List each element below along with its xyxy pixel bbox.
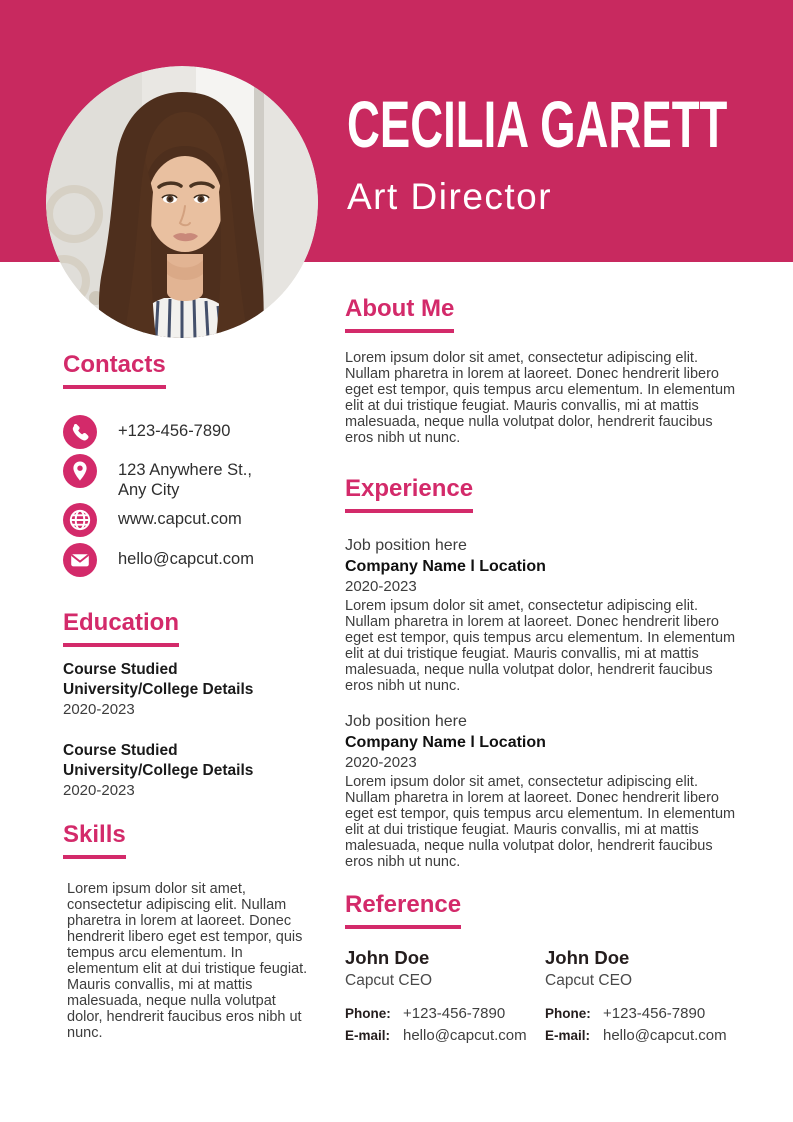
contact-line: 123 Anywhere St., bbox=[118, 460, 252, 479]
reference-contacts bbox=[545, 1005, 745, 1045]
globe-icon bbox=[63, 503, 97, 537]
person-name: CECILIA GARETT bbox=[347, 87, 728, 161]
phone-label: Phone: bbox=[345, 1005, 391, 1021]
reference-section bbox=[345, 892, 745, 1045]
experience-years: 2020-2023 bbox=[345, 577, 417, 595]
education-years: 2020-2023 bbox=[63, 700, 135, 718]
reference-name: John Doe bbox=[345, 946, 430, 968]
experience-position: Job position here bbox=[345, 712, 467, 730]
experience-section bbox=[345, 476, 745, 870]
contact-line: www.capcut.com bbox=[118, 509, 242, 528]
education-heading: Education bbox=[63, 610, 179, 647]
email-value: hello@capcut.com bbox=[403, 1026, 527, 1044]
reference-role: Capcut CEO bbox=[345, 971, 433, 989]
education-section bbox=[63, 610, 313, 800]
experience-heading: Experience bbox=[345, 476, 473, 513]
reference-entry bbox=[345, 947, 545, 1045]
contact-row-website bbox=[63, 503, 313, 541]
contact-line: +123-456-7890 bbox=[118, 421, 231, 440]
about-text: Lorem ipsum dolor sit amet, consectetur adipiscing elit. Nullam pharetra in lorem at laoreet. Donec hendrerit libero eget est tempor, quis tempus arcu elementum. In elementum elit at dui tristique feugiat. Mauris convallis, mi at mattis malesuada, neque nulla volutpat dolor, hendrerit faucibus eros nibh ut nunc. bbox=[345, 349, 736, 446]
contact-line: hello@capcut.com bbox=[118, 549, 254, 568]
education-entry bbox=[63, 741, 313, 800]
contacts-heading: Contacts bbox=[63, 352, 166, 389]
contact-text bbox=[118, 543, 254, 569]
reference-email-line bbox=[345, 1027, 545, 1045]
reference-phone-line bbox=[345, 1005, 545, 1023]
phone-icon bbox=[63, 415, 97, 449]
main-column bbox=[345, 296, 745, 1045]
email-icon bbox=[63, 543, 97, 577]
portrait-illustration bbox=[46, 66, 318, 338]
skills-text: Lorem ipsum dolor sit amet, consectetur adipiscing elit. Nullam pharetra in lorem at laoreet. Donec hendrerit libero eget est tempor, quis tempus arcu elementum. In elementum elit at dui tristique feugiat. Mauris convallis, mi at mattis malesuada, neque nulla volutpat dolor, hendrerit faucibus eros nibh ut nunc. bbox=[67, 880, 308, 1041]
education-years: 2020-2023 bbox=[63, 781, 135, 799]
contact-row-email bbox=[63, 543, 313, 580]
experience-position: Job position here bbox=[345, 536, 467, 554]
reference-phone-line bbox=[545, 1005, 745, 1023]
education-school: University/College Details bbox=[63, 761, 254, 779]
experience-description: Lorem ipsum dolor sit amet, consectetur adipiscing elit. Nullam pharetra in lorem at laoreet. Donec hendrerit libero eget est tempor, quis tempus arcu elementum. In elementum elit at dui tristique feugiat. Mauris convallis, mi at mattis malesuada, neque nulla volutpat dolor, hendrerit faucibus eros nibh ut nunc. bbox=[345, 597, 736, 694]
email-value: hello@capcut.com bbox=[603, 1026, 727, 1044]
contact-text bbox=[118, 415, 230, 441]
phone-label: Phone: bbox=[545, 1005, 591, 1021]
reference-role: Capcut CEO bbox=[545, 971, 633, 989]
phone-value: +123-456-7890 bbox=[603, 1004, 706, 1022]
contact-row-address bbox=[63, 454, 313, 501]
person-title: Art Director bbox=[347, 176, 553, 217]
experience-company: Company Name l Location bbox=[345, 733, 546, 751]
education-entry bbox=[63, 660, 313, 719]
reference-entry bbox=[545, 947, 745, 1045]
reference-name: John Doe bbox=[545, 946, 630, 968]
contacts-section bbox=[63, 352, 313, 580]
experience-company: Company Name l Location bbox=[345, 557, 546, 575]
experience-description: Lorem ipsum dolor sit amet, consectetur adipiscing elit. Nullam pharetra in lorem at laoreet. Donec hendrerit libero eget est tempor, quis tempus arcu elementum. In elementum elit at dui tristique feugiat. Mauris convallis, mi at mattis malesuada, neque nulla volutpat dolor, hendrerit faucibus eros nibh ut nunc. bbox=[345, 773, 736, 870]
experience-years: 2020-2023 bbox=[345, 753, 417, 771]
reference-contacts bbox=[345, 1005, 545, 1045]
phone-value: +123-456-7890 bbox=[403, 1004, 506, 1022]
contact-line: Any City bbox=[118, 481, 180, 500]
header-text bbox=[347, 87, 793, 218]
skills-heading: Skills bbox=[63, 822, 126, 859]
location-pin-icon bbox=[63, 454, 97, 488]
experience-entry bbox=[345, 535, 745, 694]
about-heading: About Me bbox=[345, 296, 454, 333]
education-course: Course Studied bbox=[63, 741, 178, 759]
contact-text bbox=[118, 503, 242, 529]
skills-section bbox=[63, 822, 313, 1041]
about-section bbox=[345, 296, 745, 446]
sidebar bbox=[63, 352, 313, 1041]
reference-heading: Reference bbox=[345, 892, 461, 929]
email-label: E-mail: bbox=[345, 1027, 391, 1043]
education-school: University/College Details bbox=[63, 680, 254, 698]
contact-row-phone bbox=[63, 415, 313, 452]
experience-entry bbox=[345, 711, 745, 870]
contact-text bbox=[118, 454, 252, 501]
reference-row bbox=[345, 947, 745, 1045]
profile-photo bbox=[46, 66, 318, 338]
education-course: Course Studied bbox=[63, 660, 178, 678]
email-label: E-mail: bbox=[545, 1027, 591, 1043]
contact-list bbox=[63, 415, 313, 580]
reference-email-line bbox=[545, 1027, 745, 1045]
